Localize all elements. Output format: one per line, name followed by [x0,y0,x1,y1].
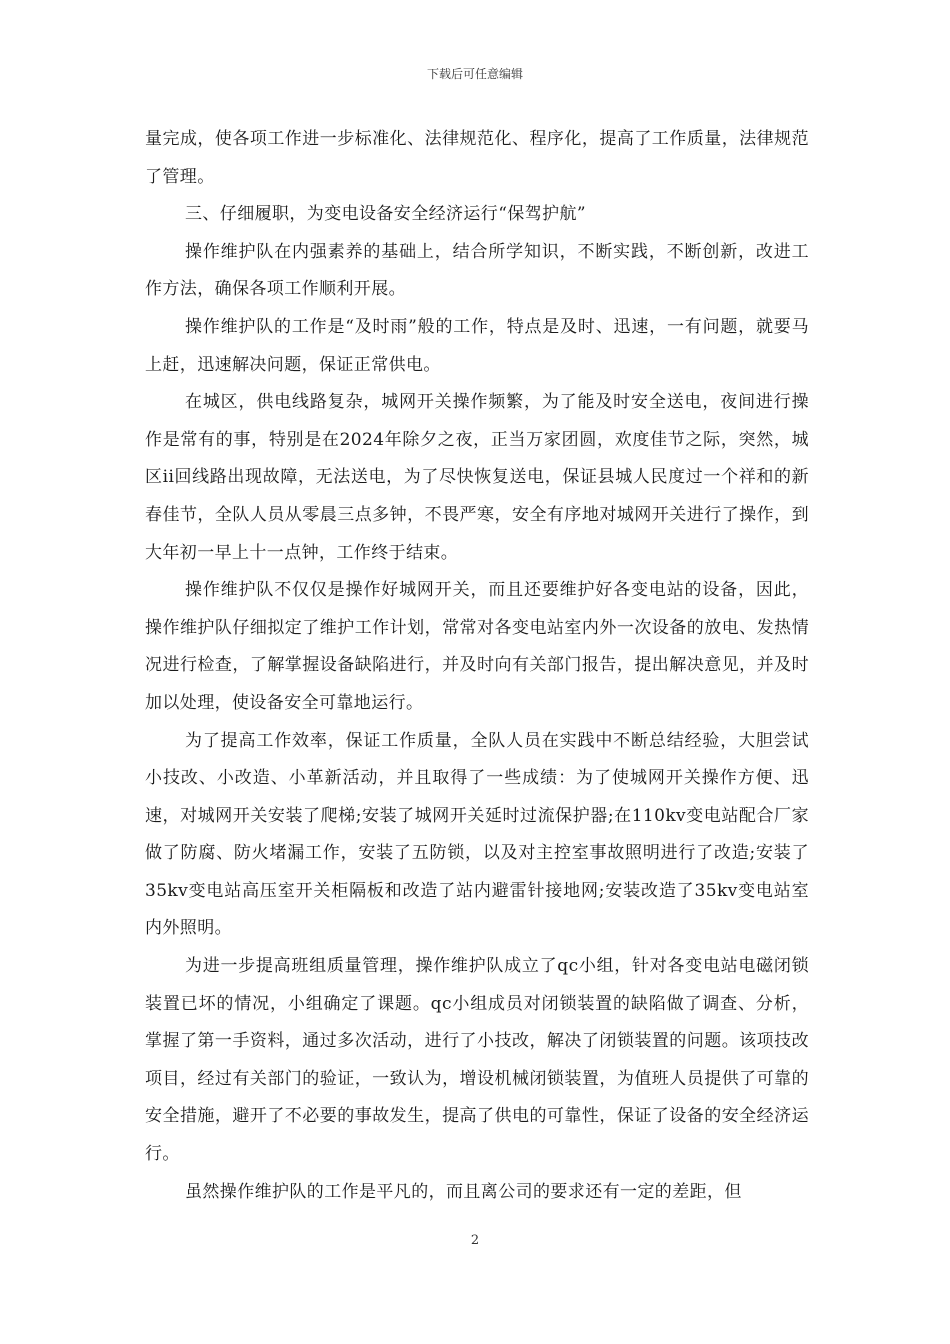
paragraph: 在城区，供电线路复杂，城网开关操作频繁，为了能及时安全送电，夜间进行操作是常有的事，特别是在2024年除夕之夜，正当万家团圆，欢度佳节之际，突然，城区ii回线路出现故障，无法送电，为了尽快恢复送电，保证县城人民度过一个祥和的新春佳节，全队人员从零晨三点多钟，不畏严寒，安全有序地对城网开关进行了操作，到大年初一早上十一点钟，工作终于结束。 [145,392,809,563]
paragraph: 操作维护队的工作是“及时雨”般的工作，特点是及时、迅速，一有问题，就要马上赶，迅速解决问题，保证正常供电。 [145,316,809,375]
paragraph: 操作维护队不仅仅是操作好城网开关，而且还要维护好各变电站的设备，因此，操作维护队仔细拟定了维护工作计划，常常对各变电站室内外一次设备的放电、发热情况进行检查，了解掌握设备缺陷进行，并及时向有关部门报告，提出解决意见，并及时加以处理，使设备安全可靠地运行。 [145,580,809,713]
paragraph: 操作维护队在内强素养的基础上，结合所学知识，不断实践，不断创新，改进工作方法，确保各项工作顺利开展。 [145,241,809,300]
page-number: 2 [470,1233,480,1248]
paragraph-continued: 量完成，使各项工作进一步标准化、法律规范化、程序化，提高了工作质量，法律规范了管理。 [145,129,809,187]
paragraph: 虽然操作维护队的工作是平凡的，而且离公司的要求还有一定的差距，但 [185,1181,742,1202]
page-header: 下载后可任意编辑 [426,67,523,81]
document-body [145,121,809,1211]
paragraph: 为进一步提高班组质量管理，操作维护队成立了qc小组，针对各变电站电磁闭锁装置已坏的情况，小组确定了课题。qc小组成员对闭锁装置的缺陷做了调查、分析，掌握了第一手资料，通过多次活动，进行了小技改，解决了闭锁装置的问题。该项技改项目，经过有关部门的验证，一致认为，增设机械闭锁装置，为值班人员提供了可靠的安全措施，避开了不必要的事故发生，提高了供电的可靠性，保证了设备的安全经济运行。 [145,956,809,1165]
paragraph: 为了提高工作效率，保证工作质量，全队人员在实践中不断总结经验，大胆尝试小技改、小改造、小革新活动，并且取得了一些成绩：为了使城网开关操作方便、迅速，对城网开关安装了爬梯;安装了城网开关延时过流保护器;在110kv变电站配合厂家做了防腐、防火堵漏工作，安装了五防锁，以及对主控室事故照明进行了改造;安装了35kv变电站高压室开关柜隔板和改造了站内避雷针接地网;安装改造了35kv变电站室内外照明。 [145,730,809,939]
section-heading: 三、仔细履职，为变电设备安全经济运行“保驾护航” [185,204,586,225]
